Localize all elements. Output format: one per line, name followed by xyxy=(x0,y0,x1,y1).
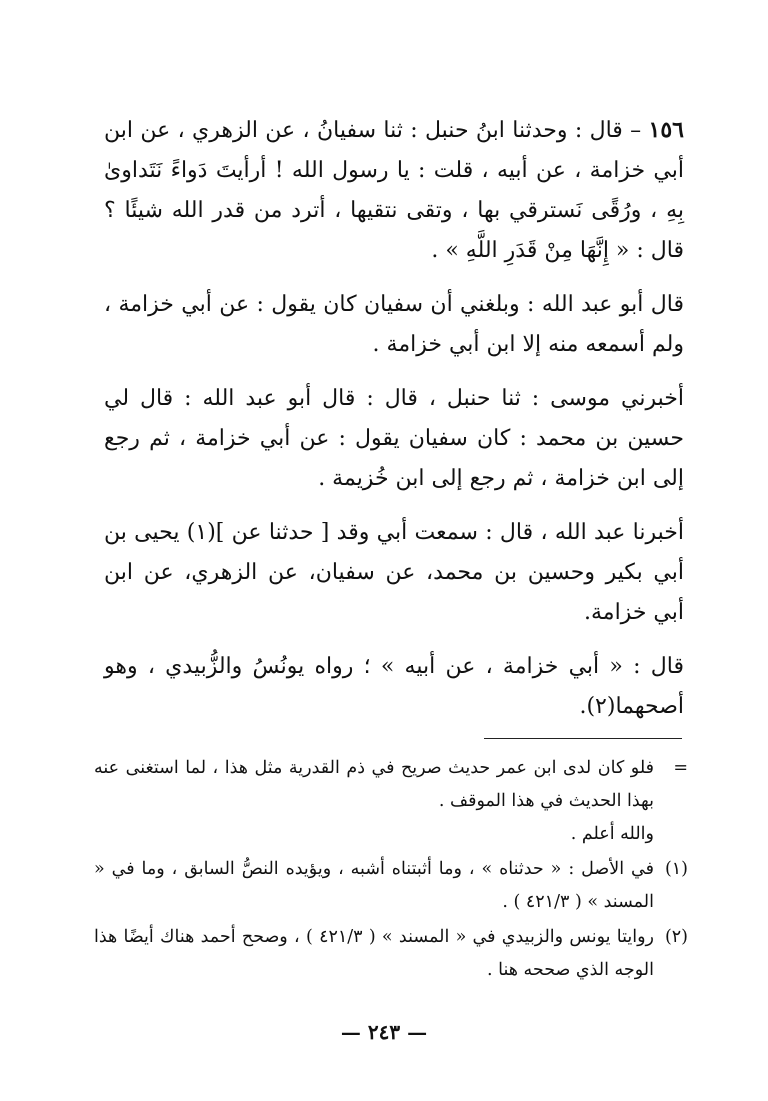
paragraph-yunus xyxy=(104,647,684,727)
footnote-mark: (١) xyxy=(664,859,688,879)
paragraph-hadith-156 xyxy=(104,110,684,271)
paragraph-abdullah xyxy=(104,513,684,633)
footnote-body xyxy=(94,853,654,919)
footnote-line: روايتا يونس والزبيدي في « المسند » ( ٤٢١/٣ ) ، وصحح أحمد هناك أيضًا هذا الوجه الذي صححه هنا . xyxy=(94,927,654,980)
footnote-2 xyxy=(94,921,688,987)
footnote-continued xyxy=(94,752,688,851)
footnote-line: في الأصل : « حدثناه » ، وما أثبتناه أشبه ، ويؤيده النصُّ السابق ، وما في « المسند » ( ٤٢١/٣ ) . xyxy=(94,859,654,912)
paragraph-text: قال : « أبي خزامة ، عن أبيه » ؛ رواه يونُسُ والزُّبيدي ، وهو أصحهما(٢). xyxy=(104,654,684,719)
main-text xyxy=(104,110,684,741)
paragraph-text: أخبرني موسى : ثنا حنبل ، قال : قال أبو عبد الله : قال لي حسين بن محمد : كان سفيان يقول : عن أبي خزامة ، ثم رجع إلى ابن خزامة ، ثم رجع إلى ابن خُزيمة . xyxy=(104,386,684,491)
footnote-line: فلو كان لدى ابن عمر حديث صريح في ذم القدرية مثل هذا ، لما استغنى عنه بهذا الحديث في هذا الموقف . xyxy=(94,758,654,811)
paragraph-musa xyxy=(104,379,684,499)
page-number: — ٢٤٣ — xyxy=(340,1020,428,1044)
footnote-mark: (٢) xyxy=(664,927,688,947)
footnote-body xyxy=(94,752,654,851)
paragraph-abu-abdullah xyxy=(104,285,684,365)
footnote-mark: = xyxy=(673,758,688,778)
footnotes xyxy=(94,752,688,989)
hadith-number: ١٥٦ xyxy=(648,117,684,143)
paragraph-text: أخبرنا عبد الله ، قال : سمعت أبي وقد [ حدثنا عن ](١) يحيى بن أبي بكير وحسين بن محمد، عن سفيان، عن الزهري، عن ابن أبي خزامة. xyxy=(104,520,684,625)
paragraph-text: – قال : وحدثنا ابنُ حنبل : ثنا سفيانُ ، عن الزهري ، عن ابن أبي خزامة ، عن أبيه ، قلت : يا رسول الله ! أرأيتَ دَواءً نَتَداوىٰ بِهِ ، ورُقًى نَسترقي بها ، وتقى نتقيها ، أترد من قدر الله شيئًا ؟ قال : « إِنَّهَا مِنْ قَدَرِ اللَّهِ » . xyxy=(104,118,684,263)
footnote-line: والله أعلم . xyxy=(570,824,654,844)
footnote-1 xyxy=(94,853,688,919)
footnote-separator xyxy=(484,738,682,739)
paragraph-text: قال أبو عبد الله : وبلغني أن سفيان كان يقول : عن أبي خزامة ، ولم أسمعه منه إلا ابن أبي خزامة . xyxy=(104,292,684,357)
footnote-body xyxy=(94,921,654,987)
